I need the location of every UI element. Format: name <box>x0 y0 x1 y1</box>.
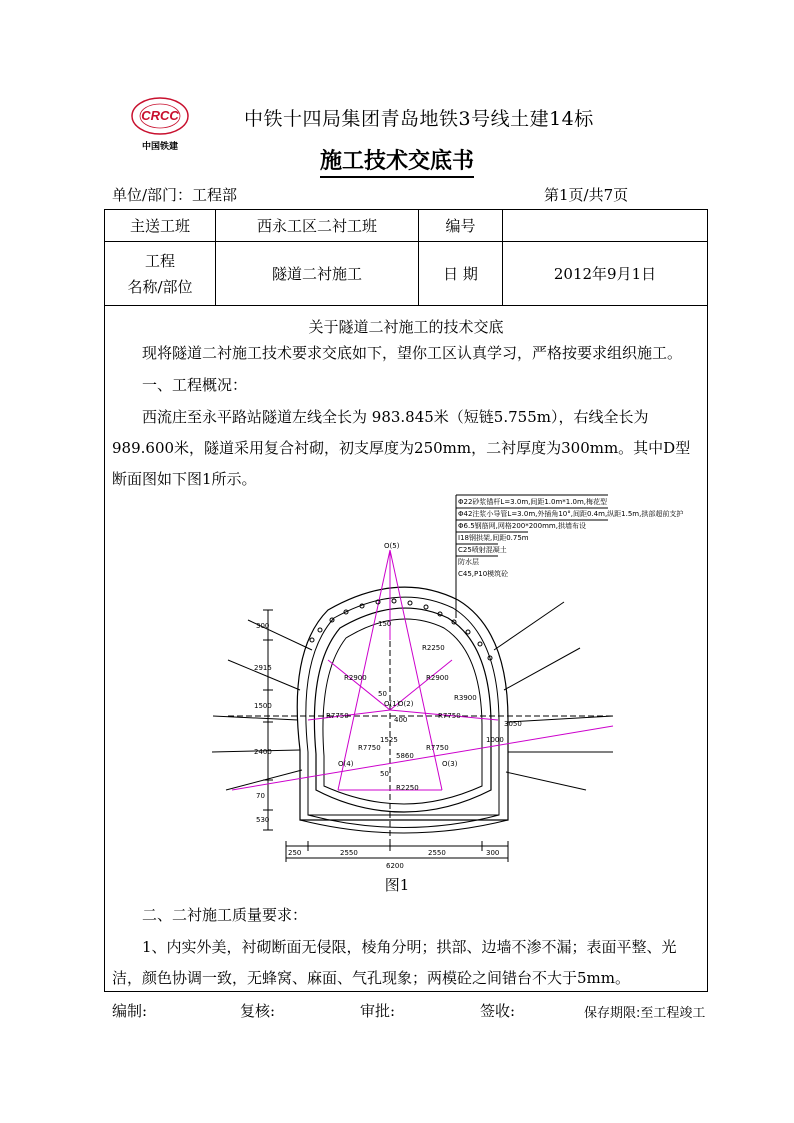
dim-left-4: 2400 <box>254 748 272 756</box>
dim-bottom-4: 300 <box>486 849 500 857</box>
document-title: 施工技术交底书 <box>0 144 794 175</box>
figure-note-1: Φ22砂浆锚杆L=3.0m,间距1.0m*1.0m,梅花型 <box>458 498 607 506</box>
radius-r2: R2900 <box>344 674 367 682</box>
svg-text:CRCC: CRCC <box>141 108 179 123</box>
center-o2: O(2) <box>398 700 414 708</box>
dim-g: 5860 <box>396 752 414 760</box>
dim-bottom-3: 2550 <box>428 849 446 857</box>
project-value: 隧道二衬施工 <box>271 264 362 283</box>
center-o1: O(1) <box>384 700 400 708</box>
unit-department: 单位/部门：工程部 <box>112 186 238 204</box>
dim-c: 50 <box>378 690 387 698</box>
figure-note-4: I18钢拱架,间距0.75m <box>458 534 529 542</box>
radius-r1: R7750 <box>326 712 349 720</box>
sender-value: 西永工区二衬工班 <box>256 216 377 235</box>
compiled-by: 编制: <box>112 1002 148 1020</box>
center-o3: O(3) <box>442 760 458 768</box>
date-label: 日 期 <box>443 264 478 283</box>
project-label: 工程 名称/部位 <box>127 251 193 296</box>
radius-r8: R2250 <box>396 784 419 792</box>
radius-r7: R2250 <box>422 644 445 652</box>
dim-a: 150 <box>378 620 392 628</box>
dim-total: 6200 <box>386 862 404 870</box>
tunnel-section-figure <box>208 490 684 870</box>
company-name: 中铁十四局集团青岛地铁3号线土建14标 <box>244 108 594 130</box>
section-heading-1: 一、工程概况： <box>142 376 248 394</box>
figure-note-6: 防水层 <box>458 558 479 566</box>
svg-text:中国铁建: 中国铁建 <box>141 142 179 152</box>
figure-note-3: Φ6.5钢筋网,网格200*200mm,拱墙布设 <box>458 522 586 530</box>
figure-note-7: C45,P10模筑砼 <box>458 570 509 578</box>
received-by: 签收: <box>480 1002 516 1020</box>
radius-r5: R7750 <box>358 744 381 752</box>
sender-label: 主送工班 <box>129 216 190 235</box>
dim-b: 400 <box>394 716 408 724</box>
reviewed-by: 复核: <box>240 1002 276 1020</box>
radius-r4: R7750 <box>438 712 461 720</box>
dim-bottom-1: 250 <box>288 849 302 857</box>
dim-left-5: 70 <box>256 792 265 800</box>
figure-note-2: Φ42注浆小导管L=3.0m,外插角10°,间距0.4m,纵距1.5m,拱部超前支护 <box>458 510 684 518</box>
dim-left-1: 300 <box>256 622 270 630</box>
dim-left-3: 1500 <box>254 702 272 710</box>
figure-caption: 图1 <box>384 876 410 894</box>
dim-left-6: 530 <box>256 816 270 824</box>
dim-e: 50 <box>380 770 389 778</box>
date-value: 2012年9月1日 <box>553 264 657 283</box>
center-o4: O(4) <box>338 760 354 768</box>
intro-paragraph: 现将隧道二衬施工技术要求交底如下，望你工区认真学习，严格按要求组织施工。 <box>142 344 683 362</box>
dim-bottom-2: 2550 <box>340 849 358 857</box>
dim-h: 1000 <box>486 736 504 744</box>
dim-f: 3050 <box>504 720 522 728</box>
radius-r9: R3900 <box>454 694 477 702</box>
section-heading-2: 二、二衬施工质量要求： <box>142 906 308 924</box>
requirement-1: 1、内实外美，衬砌断面无侵限，棱角分明；拱部、边墙不渗不漏；表面平整、光洁，颜色协调一致，无蜂窝、麻面、气孔现象；两模砼之间错台不大于5mm。 <box>112 938 677 987</box>
figure-note-5: C25喷射混凝土 <box>458 546 507 554</box>
subject-line: 关于隧道二衬施工的技术交底 <box>308 318 504 336</box>
approved-by: 审批: <box>360 1002 396 1020</box>
radius-r6: R7750 <box>426 744 449 752</box>
page-number: 第1页/共7页 <box>544 186 629 204</box>
center-o5: O(5) <box>384 542 400 550</box>
number-label: 编号 <box>445 216 476 235</box>
overview-paragraph: 西流庄至永平路站隧道左线全长为 983.845米（短链5.755m），右线全长为989.600米，隧道采用复合衬砌，初支厚度为250mm，二衬厚度为300mm。其中D型断面图如下图1所示。 <box>112 408 691 488</box>
dim-d: 1525 <box>380 736 398 744</box>
number-value <box>503 210 707 241</box>
dim-left-2: 2915 <box>254 664 272 672</box>
retention-period: 保存期限:至工程竣工 <box>584 1006 706 1021</box>
radius-r3: R2900 <box>426 674 449 682</box>
